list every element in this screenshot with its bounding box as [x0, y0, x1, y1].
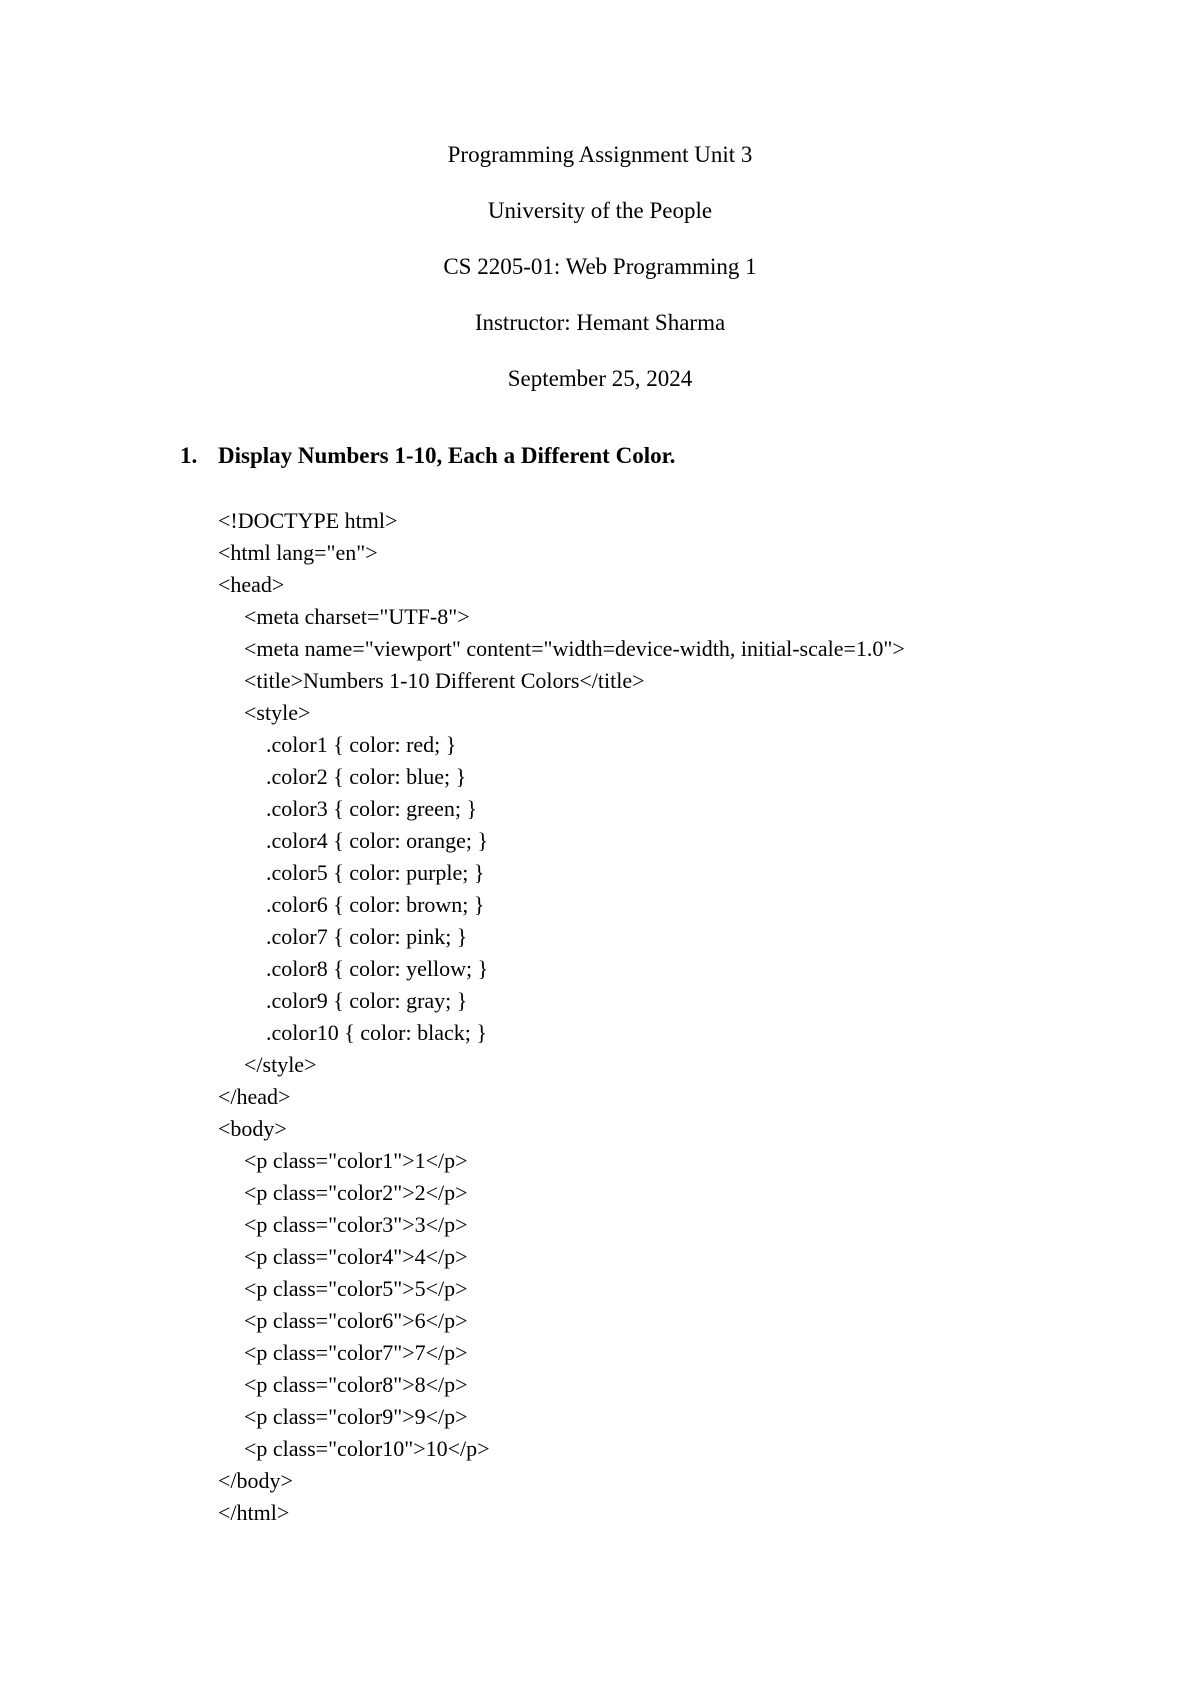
code-line: <style> — [244, 700, 311, 725]
course-name: CS 2205-01: Web Programming 1 — [443, 254, 757, 279]
code-line: .color6 { color: brown; } — [266, 892, 485, 917]
code-line: <title>Numbers 1-10 Different Colors</title> — [244, 668, 645, 693]
code-line: .color9 { color: gray; } — [266, 988, 468, 1013]
code-line: .color4 { color: orange; } — [266, 828, 489, 853]
code-line: .color3 { color: green; } — [266, 796, 478, 821]
code-line: <head> — [218, 572, 285, 597]
code-line: <meta charset="UTF-8"> — [244, 604, 470, 629]
code-line: <p class="color8">8</p> — [244, 1372, 468, 1397]
assignment-title: Programming Assignment Unit 3 — [447, 142, 753, 167]
code-line: <!DOCTYPE html> — [218, 508, 398, 533]
code-line: <p class="color10">10</p> — [244, 1436, 490, 1461]
code-line: </style> — [244, 1052, 317, 1077]
section-number: 1. — [180, 443, 198, 468]
code-line: .color8 { color: yellow; } — [266, 956, 489, 981]
section-heading — [180, 442, 675, 470]
code-line: <html lang="en"> — [218, 540, 378, 565]
code-listing — [218, 505, 1118, 1529]
code-line: <p class="color5">5</p> — [244, 1276, 468, 1301]
code-line: .color7 { color: pink; } — [266, 924, 468, 949]
code-line: <p class="color3">3</p> — [244, 1212, 468, 1237]
code-line: <p class="color4">4</p> — [244, 1244, 468, 1269]
code-line: .color1 { color: red; } — [266, 732, 457, 757]
section-title: Display Numbers 1-10, Each a Different Color. — [218, 443, 676, 468]
code-line: </head> — [218, 1084, 291, 1109]
title-block — [0, 141, 1200, 421]
code-line: <body> — [218, 1116, 287, 1141]
code-line: <meta name="viewport" content="width=device-width, initial-scale=1.0"> — [244, 636, 905, 661]
code-line: .color5 { color: purple; } — [266, 860, 485, 885]
code-line: <p class="color1">1</p> — [244, 1148, 468, 1173]
code-line: <p class="color7">7</p> — [244, 1340, 468, 1365]
instructor-name: Instructor: Hemant Sharma — [474, 310, 726, 335]
code-line: <p class="color2">2</p> — [244, 1180, 468, 1205]
code-line: <p class="color9">9</p> — [244, 1404, 468, 1429]
code-line: </html> — [218, 1500, 290, 1525]
university-name: University of the People — [487, 198, 713, 223]
document-date: September 25, 2024 — [507, 366, 693, 391]
code-line: .color2 { color: blue; } — [266, 764, 467, 789]
code-line: <p class="color6">6</p> — [244, 1308, 468, 1333]
code-line: .color10 { color: black; } — [266, 1020, 487, 1045]
code-line: </body> — [218, 1468, 293, 1493]
